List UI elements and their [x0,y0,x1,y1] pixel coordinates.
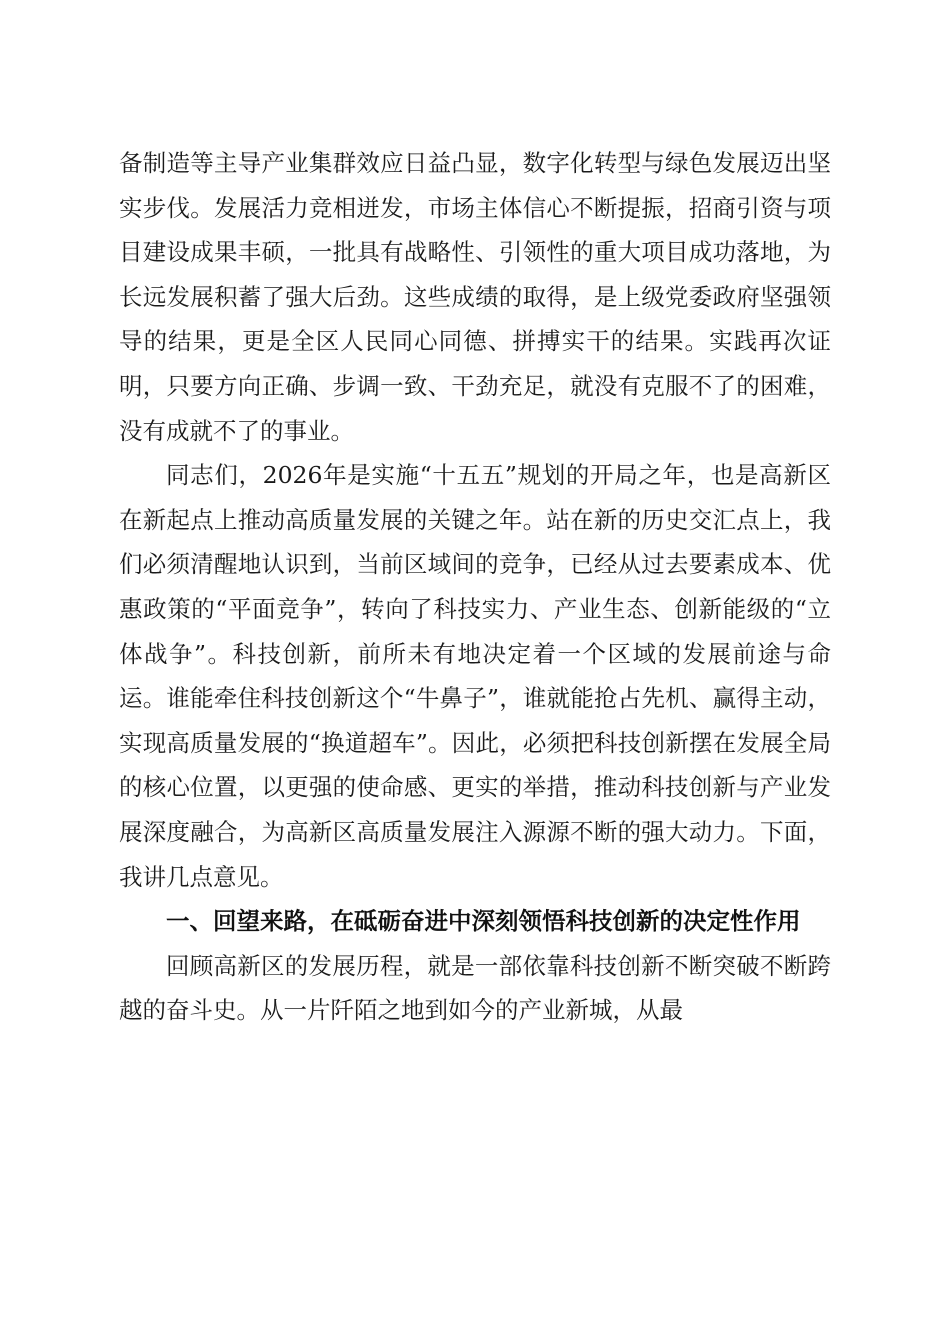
body-paragraph: 同志们，2026年是实施“十五五”规划的开局之年，也是高新区在新起点上推动高质量发展的关键之年。站在新的历史交汇点上，我们必须清醒地认识到，当前区域间的竞争，已经从过去要素成本、优惠政策的“平面竞争”，转向了科技实力、产业生态、创新能级的“立体战争”。科技创新，前所未有地决定着一个区域的发展前途与命运。谁能牵住科技创新这个“牛鼻子”，谁就能抢占先机、赢得主动，实现高质量发展的“换道超车”。因此，必须把科技创新摆在发展全局的核心位置，以更强的使命感、更实的举措，推动科技创新与产业发展深度融合，为高新区高质量发展注入源源不断的强大动力。下面，我讲几点意见。 [119,461,831,891]
body-paragraph-continued: 备制造等主导产业集群效应日益凸显，数字化转型与绿色发展迈出坚实步伐。发展活力竞相迸发，市场主体信心不断提振，招商引资与项目建设成果丰硕，一批具有战略性、引领性的重大项目成功落地，为长远发展积蓄了强大后劲。这些成绩的取得，是上级党委政府坚强领导的结果，更是全区人民同心同德、拼搏实干的结果。实践再次证明，只要方向正确、步调一致、干劲充足，就没有克服不了的困难，没有成就不了的事业。 [119,149,831,445]
document-body [119,141,831,1033]
section-heading: 一、回望来路，在砥砺奋进中深刻领悟科技创新的决定性作用 [166,907,801,936]
body-paragraph: 回顾高新区的发展历程，就是一部依靠科技创新不断突破不断跨越的奋斗史。从一片阡陌之地到如今的产业新城，从最 [119,951,831,1025]
